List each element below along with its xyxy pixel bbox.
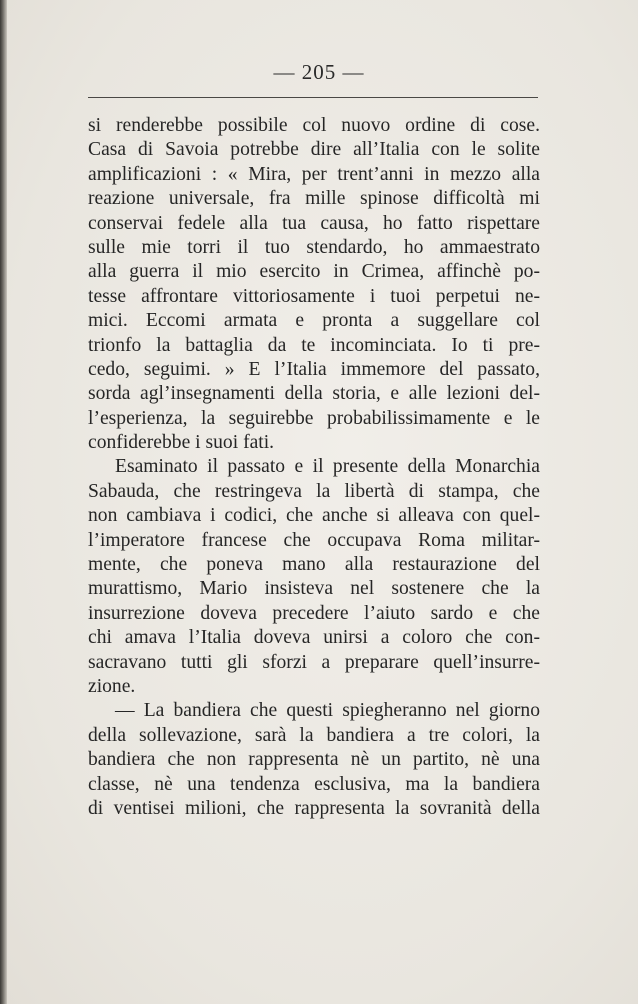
text-line: si renderebbe possibile col nuovo ordine di cose. <box>88 115 540 136</box>
text-line: mici. Eccomi armata e pronta a suggellare col <box>88 310 540 332</box>
text-line: zione. <box>88 675 136 697</box>
text-line: di ventisei milioni, che rappresenta la sovranità della <box>88 797 540 819</box>
text-line: conservai fedele alla tua causa, ho fatto rispettare <box>88 212 540 234</box>
page-number: — 205 — <box>273 60 365 84</box>
text-line: cedo, seguimi. » E l’Italia immemore del passato, <box>88 358 540 380</box>
text-line: classe, nè una tendenza esclusiva, ma la bandiera <box>88 773 540 795</box>
text-line: — La bandiera che questi spiegheranno nel giorno <box>115 700 540 722</box>
text-line: Esaminato il passato e il presente della Monarchia <box>115 456 540 478</box>
text-line: bandiera che non rappresenta nè un partito, nè una <box>88 749 540 771</box>
text-line: trionfo la battaglia da te incominciata. Io ti pre- <box>88 334 540 356</box>
text-line: della sollevazione, sarà la bandiera a tre colori, la <box>88 724 540 746</box>
text-line: insurrezione doveva precedere l’aiuto sardo e che <box>88 602 540 624</box>
text-line: amplificazioni : « Mira, per trent’anni in mezzo alla <box>88 163 540 185</box>
text-line: mente, che poneva mano alla restaurazione del <box>88 554 540 576</box>
text-line: sacravano tutti gli sforzi a preparare quell’insurre- <box>88 651 540 673</box>
text-line: Sabauda, che restringeva la libertà di stampa, che <box>88 480 540 502</box>
page-body-text <box>88 114 540 821</box>
text-line: l’esperienza, la seguirebbe probabilissimamente e le <box>88 407 540 429</box>
page-binding-edge <box>0 0 7 1004</box>
text-line: chi amava l’Italia doveva unirsi a coloro che con- <box>88 627 540 649</box>
text-line: Casa di Savoia potrebbe dire all’Italia con le solite <box>88 139 540 161</box>
text-line: sulle mie torri il tuo stendardo, ho ammaestrato <box>88 236 540 258</box>
text-line: murattismo, Mario insisteva nel sostenere che la <box>88 578 540 600</box>
header-rule <box>88 97 538 98</box>
text-line: alla guerra il mio esercito in Crimea, affinchè po- <box>88 261 540 283</box>
text-line: tesse affrontare vittoriosamente i tuoi perpetui ne- <box>88 285 540 307</box>
text-line: confiderebbe i suoi fati. <box>88 432 275 454</box>
text-line: sorda agl’insegnamenti della storia, e alle lezioni del- <box>88 383 540 405</box>
text-line: non cambiava i codici, che anche si alleava con quel- <box>88 505 540 527</box>
text-line: l’imperatore francese che occupava Roma militar- <box>88 529 540 551</box>
text-line: reazione universale, fra mille spinose difficoltà mi <box>88 188 540 210</box>
